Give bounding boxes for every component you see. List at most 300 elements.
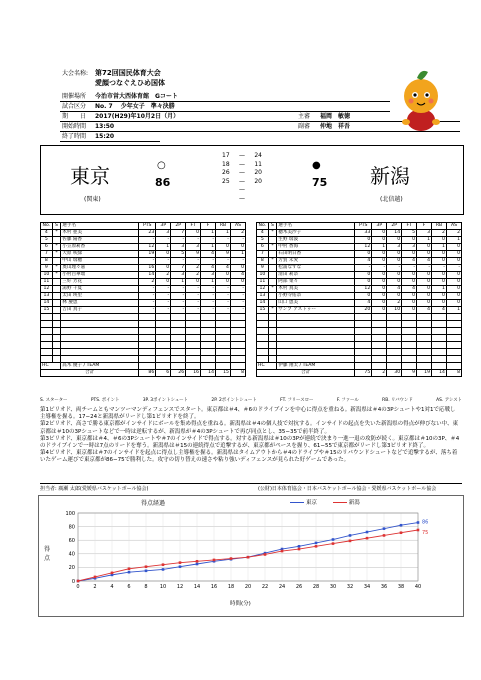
away-player-cell: 0 bbox=[355, 237, 372, 244]
away-player-cell: 0 bbox=[387, 272, 402, 279]
away-player-cell: 生野 瑞波 bbox=[277, 237, 355, 244]
away-player-cell: 2 bbox=[446, 230, 461, 237]
x-tick-label: 12 bbox=[176, 584, 184, 590]
home-player-cell: - bbox=[201, 286, 216, 293]
period-scores bbox=[222, 152, 262, 204]
x-tick-label: 26 bbox=[295, 584, 303, 590]
away-player-cell: 0 bbox=[372, 251, 387, 258]
away-player-cell bbox=[268, 237, 277, 244]
away-player-cell: 0 bbox=[355, 272, 372, 279]
away-player-row bbox=[257, 230, 462, 237]
home-player-cell: - bbox=[230, 237, 245, 244]
data-point-away bbox=[383, 534, 386, 537]
home-player-cell: - bbox=[156, 237, 171, 244]
period-ot2: — bbox=[239, 194, 245, 202]
home-region: (関東) bbox=[84, 196, 101, 203]
away-player-cell: 松浦なずな bbox=[277, 265, 355, 272]
away-total-cell: 75 bbox=[355, 370, 372, 377]
home-player-cell: 11 bbox=[41, 279, 53, 286]
away-player-cell: * bbox=[268, 258, 277, 265]
home-player-cell: 2 bbox=[230, 230, 245, 237]
home-total-row: 合計 86 6 26 16 14 15 8 bbox=[41, 370, 246, 377]
x-tick-label: 6 bbox=[127, 584, 131, 590]
away-col-header: 3P bbox=[372, 223, 387, 230]
away-player-cell: 石田明日香 bbox=[277, 251, 355, 258]
home-player-cell: 0 bbox=[186, 279, 201, 286]
away-player-cell: 0 bbox=[417, 293, 432, 300]
away-player-cell: 1 bbox=[372, 244, 387, 251]
away-empty-row bbox=[257, 314, 462, 321]
home-player-row bbox=[41, 300, 246, 307]
home-player-row bbox=[41, 279, 246, 286]
away-player-cell bbox=[268, 272, 277, 279]
away-player-row bbox=[257, 244, 462, 251]
end-time: 15:20 bbox=[95, 133, 115, 140]
home-col-header: 2P bbox=[171, 223, 186, 230]
home-player-cell: 12 bbox=[41, 286, 53, 293]
away-player-cell: 0 bbox=[402, 251, 417, 258]
away-player-cell: - bbox=[387, 265, 402, 272]
away-player-cell: 2 bbox=[432, 230, 447, 237]
data-point-away bbox=[213, 559, 216, 562]
away-player-cell: 7 bbox=[257, 251, 269, 258]
away-col-header: No. bbox=[257, 223, 269, 230]
home-col-header: FT bbox=[186, 223, 201, 230]
home-player-cell: - bbox=[201, 307, 216, 314]
home-player-cell: 0 bbox=[156, 251, 171, 258]
home-player-cell: 0 bbox=[156, 279, 171, 286]
home-player-cell: - bbox=[201, 258, 216, 265]
home-col-header: RB bbox=[216, 223, 231, 230]
home-total-cell: 6 bbox=[156, 370, 171, 377]
away-player-cell: 10 bbox=[257, 272, 269, 279]
home-player-cell bbox=[52, 237, 61, 244]
away-player-cell: 0 bbox=[417, 244, 432, 251]
home-player-row bbox=[41, 244, 246, 251]
away-player-cell: - bbox=[402, 265, 417, 272]
home-head-coach: 髙木 優子 / TEAM bbox=[61, 363, 139, 370]
umpire-label: 副審 bbox=[298, 123, 311, 130]
home-player-cell: - bbox=[230, 258, 245, 265]
x-tick-label: 16 bbox=[210, 584, 218, 590]
away-player-cell: 0 bbox=[432, 237, 447, 244]
home-player-cell: 1 bbox=[201, 244, 216, 251]
home-player-row bbox=[41, 272, 246, 279]
home-empty-row bbox=[41, 342, 246, 349]
home-player-row bbox=[41, 265, 246, 272]
away-total-cell: 9 bbox=[402, 370, 417, 377]
away-player-cell: 0 bbox=[432, 251, 447, 258]
x-tick-label: 22 bbox=[261, 584, 269, 590]
away-total-cell: 14 bbox=[432, 370, 447, 377]
away-loss-mark: ● bbox=[312, 160, 321, 171]
away-empty-row bbox=[257, 328, 462, 335]
away-player-cell: 0 bbox=[372, 237, 387, 244]
tournament-name-2: 愛顔つなぐえひめ国体 bbox=[95, 79, 165, 87]
away-player-cell: 0 bbox=[417, 279, 432, 286]
home-player-cell: - bbox=[139, 286, 156, 293]
home-player-cell: 4 bbox=[216, 265, 231, 272]
away-total-cell: 19 bbox=[417, 370, 432, 377]
home-player-cell: 19 bbox=[139, 251, 156, 258]
home-player-row bbox=[41, 258, 246, 265]
home-player-cell: - bbox=[216, 286, 231, 293]
away-player-cell: 0 bbox=[355, 293, 372, 300]
away-region: (北信越) bbox=[380, 196, 403, 203]
away-player-cell: 0 bbox=[387, 293, 402, 300]
data-point-home bbox=[196, 563, 199, 566]
x-tick-label: 40 bbox=[414, 584, 422, 590]
data-point-home bbox=[400, 524, 403, 527]
y-tick-label: 20 bbox=[68, 565, 75, 572]
home-player-cell: 1 bbox=[230, 251, 245, 258]
home-player-cell: 0 bbox=[230, 244, 245, 251]
data-point-home bbox=[349, 534, 352, 537]
home-empty-row bbox=[41, 335, 246, 342]
data-point-away bbox=[417, 529, 420, 532]
data-point-away bbox=[264, 553, 267, 556]
data-point-home bbox=[179, 565, 182, 568]
summary-p2: 第2ピリオド、高さで勝る東京都がインサイドにボールを集め得点を重ねる。新潟県は＃4の個人技で対抗する。インサイドの起点を失いた新潟県の得点が伸びない中、東京都は＃10の3Pシュートなどで一時は逆転するが、新潟県が＃4の3Pシュートで再び同点とし、35−35で前半終了。 bbox=[40, 421, 459, 435]
x-tick-label: 36 bbox=[380, 584, 388, 590]
home-total-cell: 14 bbox=[201, 370, 216, 377]
away-player-cell: * bbox=[268, 230, 277, 237]
home-total-cell: 26 bbox=[171, 370, 186, 377]
home-player-cell: 中山 瑞穂 bbox=[61, 258, 139, 265]
away-player-cell: 6 bbox=[257, 244, 269, 251]
home-col-header: PTS bbox=[139, 223, 156, 230]
venue: 今治市営大西体育館 Gコート bbox=[95, 93, 178, 100]
home-player-cell bbox=[52, 293, 61, 300]
away-player-cell: 0 bbox=[446, 293, 461, 300]
home-player-cell: - bbox=[139, 237, 156, 244]
x-tick-label: 30 bbox=[329, 584, 337, 590]
home-player-cell: - bbox=[171, 258, 186, 265]
home-player-row bbox=[41, 251, 246, 258]
period-1: 17 — 24 bbox=[222, 152, 262, 159]
away-player-cell: 0 bbox=[432, 279, 447, 286]
away-player-cell: 0 bbox=[355, 279, 372, 286]
away-player-cell: 0 bbox=[372, 307, 387, 314]
away-player-cell: 0 bbox=[372, 279, 387, 286]
away-player-cell: 阿部 菜々 bbox=[277, 279, 355, 286]
home-player-cell: 13 bbox=[41, 293, 53, 300]
data-point-away bbox=[111, 572, 114, 575]
away-empty-row bbox=[257, 342, 462, 349]
away-player-cell: 13 bbox=[257, 293, 269, 300]
end-label: 終了時間 bbox=[62, 133, 87, 140]
home-player-cell: - bbox=[216, 300, 231, 307]
home-total-cell: 86 bbox=[139, 370, 156, 377]
home-player-cell: - bbox=[156, 286, 171, 293]
home-player-cell: 7 bbox=[41, 251, 53, 258]
home-player-cell: - bbox=[216, 237, 231, 244]
away-player-cell: * bbox=[268, 244, 277, 251]
data-point-away bbox=[230, 557, 233, 560]
x-tick-label: 24 bbox=[278, 584, 286, 590]
home-empty-row bbox=[41, 349, 246, 356]
home-player-cell: 0 bbox=[230, 265, 245, 272]
away-player-cell: 1 bbox=[446, 237, 461, 244]
away-player-cell: 1 bbox=[432, 244, 447, 251]
home-col-header: 選手名 bbox=[61, 223, 139, 230]
home-player-cell: 4 bbox=[230, 272, 245, 279]
home-total-cell: 15 bbox=[216, 370, 231, 377]
date-label: 期 日 bbox=[62, 113, 87, 120]
home-player-cell: - bbox=[186, 258, 201, 265]
data-point-away bbox=[145, 565, 148, 568]
abbrev-legend: S. スターター PTS. ポイント 3P. 3ポイントシュート 2P. 2ポイントシュート FT. フリースロー F. ファール RB. リバウンド AS. アシスト bbox=[40, 398, 462, 403]
away-player-cell: 清田 莉奈 bbox=[277, 272, 355, 279]
away-col-header: 選手名 bbox=[277, 223, 355, 230]
y-tick-label: 100 bbox=[65, 510, 75, 517]
home-col-header: F bbox=[201, 223, 216, 230]
x-tick-label: 28 bbox=[312, 584, 320, 590]
home-empty-row bbox=[41, 328, 246, 335]
tournament-label: 大会名称: bbox=[62, 70, 89, 77]
away-player-cell: 10 bbox=[387, 307, 402, 314]
away-player-cell: - bbox=[372, 265, 387, 272]
x-tick-label: 32 bbox=[346, 584, 354, 590]
home-col-header: 3P bbox=[156, 223, 171, 230]
home-player-cell: - bbox=[171, 307, 186, 314]
away-player-cell: 4 bbox=[355, 300, 372, 307]
away-player-cell: 1 bbox=[417, 237, 432, 244]
home-player-cell: 1 bbox=[171, 279, 186, 286]
home-player-cell: 5 bbox=[41, 237, 53, 244]
away-col-header: PTS bbox=[355, 223, 372, 230]
away-player-cell: 山口 恵美 bbox=[277, 300, 355, 307]
home-player-cell: * bbox=[52, 251, 61, 258]
home-player-row bbox=[41, 286, 246, 293]
home-player-cell: 1 bbox=[216, 230, 231, 237]
x-tick-label: 18 bbox=[227, 584, 235, 590]
home-player-cell: 15 bbox=[41, 307, 53, 314]
end-label-home: 86 bbox=[422, 519, 429, 526]
away-player-cell: 4 bbox=[387, 286, 402, 293]
away-player-cell: 4 bbox=[417, 258, 432, 265]
data-point-away bbox=[366, 537, 369, 540]
home-player-cell: 6 bbox=[41, 244, 53, 251]
home-player-cell: 0 bbox=[156, 265, 171, 272]
home-player-cell: - bbox=[139, 258, 156, 265]
data-point-home bbox=[145, 570, 148, 573]
home-player-cell: * bbox=[52, 244, 61, 251]
home-player-cell: 3 bbox=[186, 244, 201, 251]
home-player-cell: 2 bbox=[186, 265, 201, 272]
away-player-cell: 0 bbox=[446, 244, 461, 251]
chart-title: 得点経過 bbox=[141, 500, 166, 507]
home-player-cell: - bbox=[171, 300, 186, 307]
home-player-cell: - bbox=[156, 307, 171, 314]
home-hc-row: HC 髙木 優子 / TEAM bbox=[41, 363, 246, 370]
away-col-header: FT bbox=[402, 223, 417, 230]
data-point-away bbox=[77, 580, 80, 583]
data-point-home bbox=[298, 545, 301, 548]
referee: 福岡 敏徳 bbox=[320, 113, 351, 120]
data-point-away bbox=[94, 576, 97, 579]
away-player-cell: 4 bbox=[355, 258, 372, 265]
summary-p4: 第4ピリオド、東京都は＃7のインサイドを起点に得点し主導権を握る。新潟県はタイムアウトから＃4のドライブや＃15のリバウンドシュートなどで追撃するが、落ち着いたゲーム運びで東京都が86−75で勝利した。攻守の切り替えの速さや粘り強いディフェンスが見られた好ゲームであった。 bbox=[40, 450, 458, 464]
x-tick-label: 14 bbox=[193, 584, 201, 590]
away-player-cell: 0 bbox=[372, 300, 387, 307]
home-player-cell: * bbox=[52, 272, 61, 279]
home-player-cell: 0 bbox=[230, 279, 245, 286]
home-player-cell bbox=[52, 286, 61, 293]
home-col-header: S bbox=[52, 223, 61, 230]
x-tick-label: 2 bbox=[93, 584, 97, 590]
data-point-away bbox=[281, 550, 284, 553]
away-player-row bbox=[257, 258, 462, 265]
away-player-row bbox=[257, 279, 462, 286]
home-player-cell: 4 bbox=[201, 251, 216, 258]
home-player-cell: 14 bbox=[139, 272, 156, 279]
away-empty-row bbox=[257, 349, 462, 356]
summary-p1: 第1ピリオド、両チームともマンツーマンディフェンスでスタート。東京都は＃4、＃6のドライブインを中心に得点を重ねる。新潟県は＃4の3Pシュートや1対1で応戦し主導権を握る。17−24と新潟県がリードし第1ピリオドを終了。 bbox=[40, 407, 456, 421]
home-player-cell: - bbox=[230, 307, 245, 314]
legend-away: 新潟 bbox=[333, 500, 360, 506]
away-player-cell: 0 bbox=[387, 258, 402, 265]
away-player-cell: 12 bbox=[355, 244, 372, 251]
home-player-cell: - bbox=[171, 286, 186, 293]
end-label-away: 75 bbox=[422, 530, 429, 536]
home-player-cell: 12 bbox=[139, 244, 156, 251]
game-summary bbox=[40, 407, 460, 465]
x-tick-label: 38 bbox=[397, 584, 405, 590]
away-player-cell: * bbox=[268, 307, 277, 314]
home-player-cell: 4 bbox=[201, 265, 216, 272]
reporter: 担当者: 廣瀬 太郎(愛媛県バスケットボール協会) bbox=[40, 486, 149, 492]
home-player-cell: 1 bbox=[201, 230, 216, 237]
data-point-home bbox=[315, 542, 318, 545]
away-player-cell: 0 bbox=[372, 258, 387, 265]
away-player-cell: 0 bbox=[417, 286, 432, 293]
home-player-cell: 3 bbox=[171, 244, 186, 251]
away-player-cell: 芳賀 未愛 bbox=[277, 258, 355, 265]
away-player-cell: 3 bbox=[417, 230, 432, 237]
game-no: No. 7 少年女子 準々決勝 bbox=[95, 103, 175, 110]
away-head-coach: 伊藤 翔太 / TEAM bbox=[277, 363, 355, 370]
home-player-cell: - bbox=[156, 258, 171, 265]
data-point-away bbox=[128, 567, 131, 570]
home-player-cell: 0 bbox=[216, 244, 231, 251]
y-tick-label: 80 bbox=[68, 524, 75, 531]
away-player-cell: 4 bbox=[432, 307, 447, 314]
away-col-header: RB bbox=[432, 223, 447, 230]
home-player-cell: 23 bbox=[139, 230, 156, 237]
home-player-cell: 太田 瑛里 bbox=[61, 293, 139, 300]
data-point-home bbox=[332, 538, 335, 541]
home-total-score: 86 bbox=[155, 176, 171, 189]
away-empty-row bbox=[257, 335, 462, 342]
home-player-cell: - bbox=[216, 293, 231, 300]
home-player-cell: 8 bbox=[41, 258, 53, 265]
away-player-cell: 3 bbox=[387, 244, 402, 251]
away-player-row bbox=[257, 265, 462, 272]
umpire: 仲地 祥吾 bbox=[320, 123, 351, 130]
home-player-cell: 0 bbox=[216, 279, 231, 286]
away-player-cell bbox=[268, 251, 277, 258]
home-player-cell: 林 慶恵 bbox=[61, 300, 139, 307]
away-player-cell: 1 bbox=[432, 286, 447, 293]
away-player-cell: - bbox=[432, 265, 447, 272]
home-player-cell: - bbox=[230, 293, 245, 300]
home-player-cell: - bbox=[186, 286, 201, 293]
away-player-cell: 穂木美沙子 bbox=[277, 230, 355, 237]
y-tick-label: 60 bbox=[68, 538, 75, 544]
home-player-cell: 0 bbox=[186, 230, 201, 237]
away-player-cell: 0 bbox=[372, 286, 387, 293]
data-point-away bbox=[247, 556, 250, 559]
home-player-cell: 9 bbox=[41, 265, 53, 272]
away-player-cell: 14 bbox=[387, 230, 402, 237]
away-player-cell: 5 bbox=[402, 230, 417, 237]
away-player-cell: 0 bbox=[417, 300, 432, 307]
away-player-cell: 0 bbox=[446, 258, 461, 265]
home-player-cell: 3 bbox=[201, 272, 216, 279]
away-player-cell: 0 bbox=[417, 272, 432, 279]
home-player-cell: - bbox=[139, 293, 156, 300]
home-player-cell: 4 bbox=[41, 230, 53, 237]
home-player-row bbox=[41, 230, 246, 237]
home-player-cell: 湯野 千夏 bbox=[61, 286, 139, 293]
away-col-header: S bbox=[268, 223, 277, 230]
x-tick-label: 20 bbox=[244, 584, 252, 590]
x-tick-label: 0 bbox=[76, 584, 80, 590]
home-player-row bbox=[41, 293, 246, 300]
home-player-cell: 三好 芳花 bbox=[61, 279, 139, 286]
away-player-cell: 3 bbox=[402, 244, 417, 251]
away-player-cell: 11 bbox=[257, 279, 269, 286]
home-player-cell: 小村百華瑠 bbox=[61, 272, 139, 279]
away-player-cell bbox=[268, 279, 277, 286]
data-point-home bbox=[162, 568, 165, 571]
date: 2017(H29)年10月2日（月） bbox=[95, 113, 180, 120]
away-player-cell: 0 bbox=[402, 279, 417, 286]
away-total-cell: 8 bbox=[446, 370, 461, 377]
away-player-cell: 0 bbox=[402, 307, 417, 314]
home-player-cell: 9 bbox=[186, 251, 201, 258]
home-player-cell: 吉田 真子 bbox=[61, 307, 139, 314]
away-player-cell: 0 bbox=[402, 300, 417, 307]
away-player-cell: 0 bbox=[372, 293, 387, 300]
away-player-cell: 0 bbox=[432, 272, 447, 279]
start-time: 13:50 bbox=[95, 123, 115, 130]
data-point-away bbox=[179, 561, 182, 564]
home-player-cell: - bbox=[216, 307, 231, 314]
x-tick-label: 10 bbox=[159, 584, 167, 590]
home-player-cell: 2 bbox=[139, 279, 156, 286]
home-player-cell: - bbox=[171, 237, 186, 244]
data-point-away bbox=[332, 542, 335, 545]
home-player-cell: 奥山理々嘉 bbox=[61, 265, 139, 272]
away-player-cell bbox=[268, 265, 277, 272]
away-player-cell: 33 bbox=[355, 230, 372, 237]
away-player-row bbox=[257, 272, 462, 279]
away-empty-row bbox=[257, 321, 462, 328]
away-player-cell: 0 bbox=[402, 272, 417, 279]
home-player-cell: - bbox=[156, 293, 171, 300]
away-col-header: 2P bbox=[387, 223, 402, 230]
home-total-cell: 8 bbox=[230, 370, 245, 377]
home-player-cell: 大原 咲緑 bbox=[61, 251, 139, 258]
away-player-cell: 0 bbox=[417, 251, 432, 258]
home-player-cell: * bbox=[52, 230, 61, 237]
away-player-cell: 小野寺佑奈 bbox=[277, 293, 355, 300]
home-player-cell: 7 bbox=[171, 230, 186, 237]
home-header-row bbox=[41, 223, 246, 230]
home-player-cell: - bbox=[171, 293, 186, 300]
